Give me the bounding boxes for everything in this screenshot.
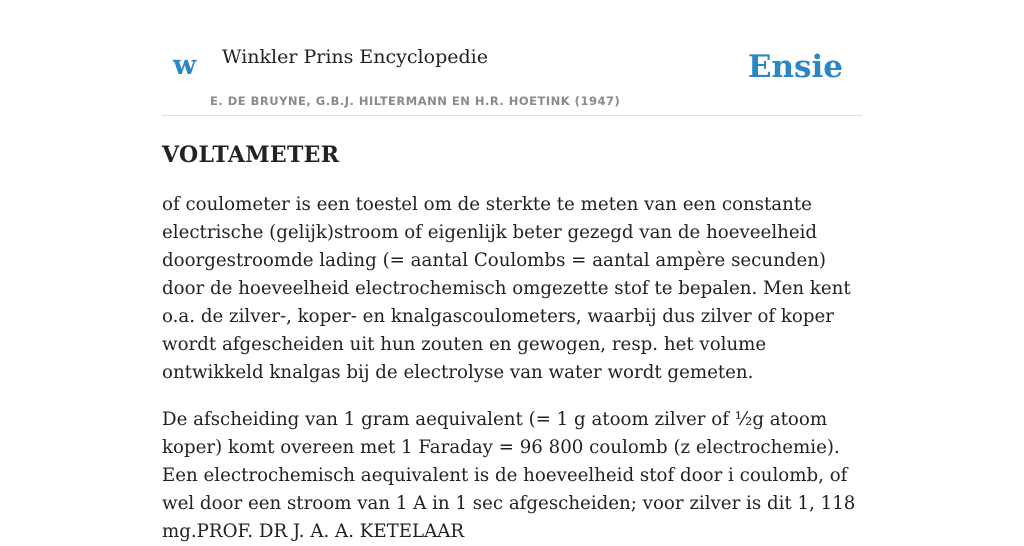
publication-authors: E. DE BRUYNE, G.B.J. HILTERMANN EN H.R. HOETINK (1947) <box>210 94 621 108</box>
entry-paragraph: of coulometer is een toestel om de sterkte te meten van een constante electrische (gelijk)stroom of eigenlijk beter gezegd van de hoeveelheid doorgestroomde lading (= aantal Coulombs = aantal ampère secunden) door de hoeveelheid electrochemisch omgezette stof te bepalen. Men kent o.a. de zilver-, koper- en knalgascoulometers, waarbij dus zilver of koper wordt afgescheiden uit hun zouten en gewogen, resp. het volume ontwikkeld knalgas bij de electrolyse van water wordt gemeten. <box>162 194 851 383</box>
entry-paragraph: De afscheiding van 1 gram aequivalent (= 1 g atoom zilver of ½g atoom koper) komt overeen met 1 Faraday = 96 800 coulomb (z electrochemie). Een electrochemisch aequivalent is de hoeveelheid stof door i coulomb, of wel door een stroom van 1 A in 1 sec afgescheiden; voor zilver is dit 1, 118 mg.PROF. DR J. A. A. KETELAAR <box>162 409 856 542</box>
ensie-logo[interactable]: Ensie <box>747 49 843 85</box>
entry-body <box>162 191 862 546</box>
page <box>162 0 862 542</box>
publication-title[interactable]: Winkler Prins Encyclopedie <box>222 46 488 68</box>
entry-title: VOLTAMETER <box>162 142 340 168</box>
site-header <box>162 0 862 116</box>
winkler-prins-logo[interactable]: w <box>173 50 197 81</box>
